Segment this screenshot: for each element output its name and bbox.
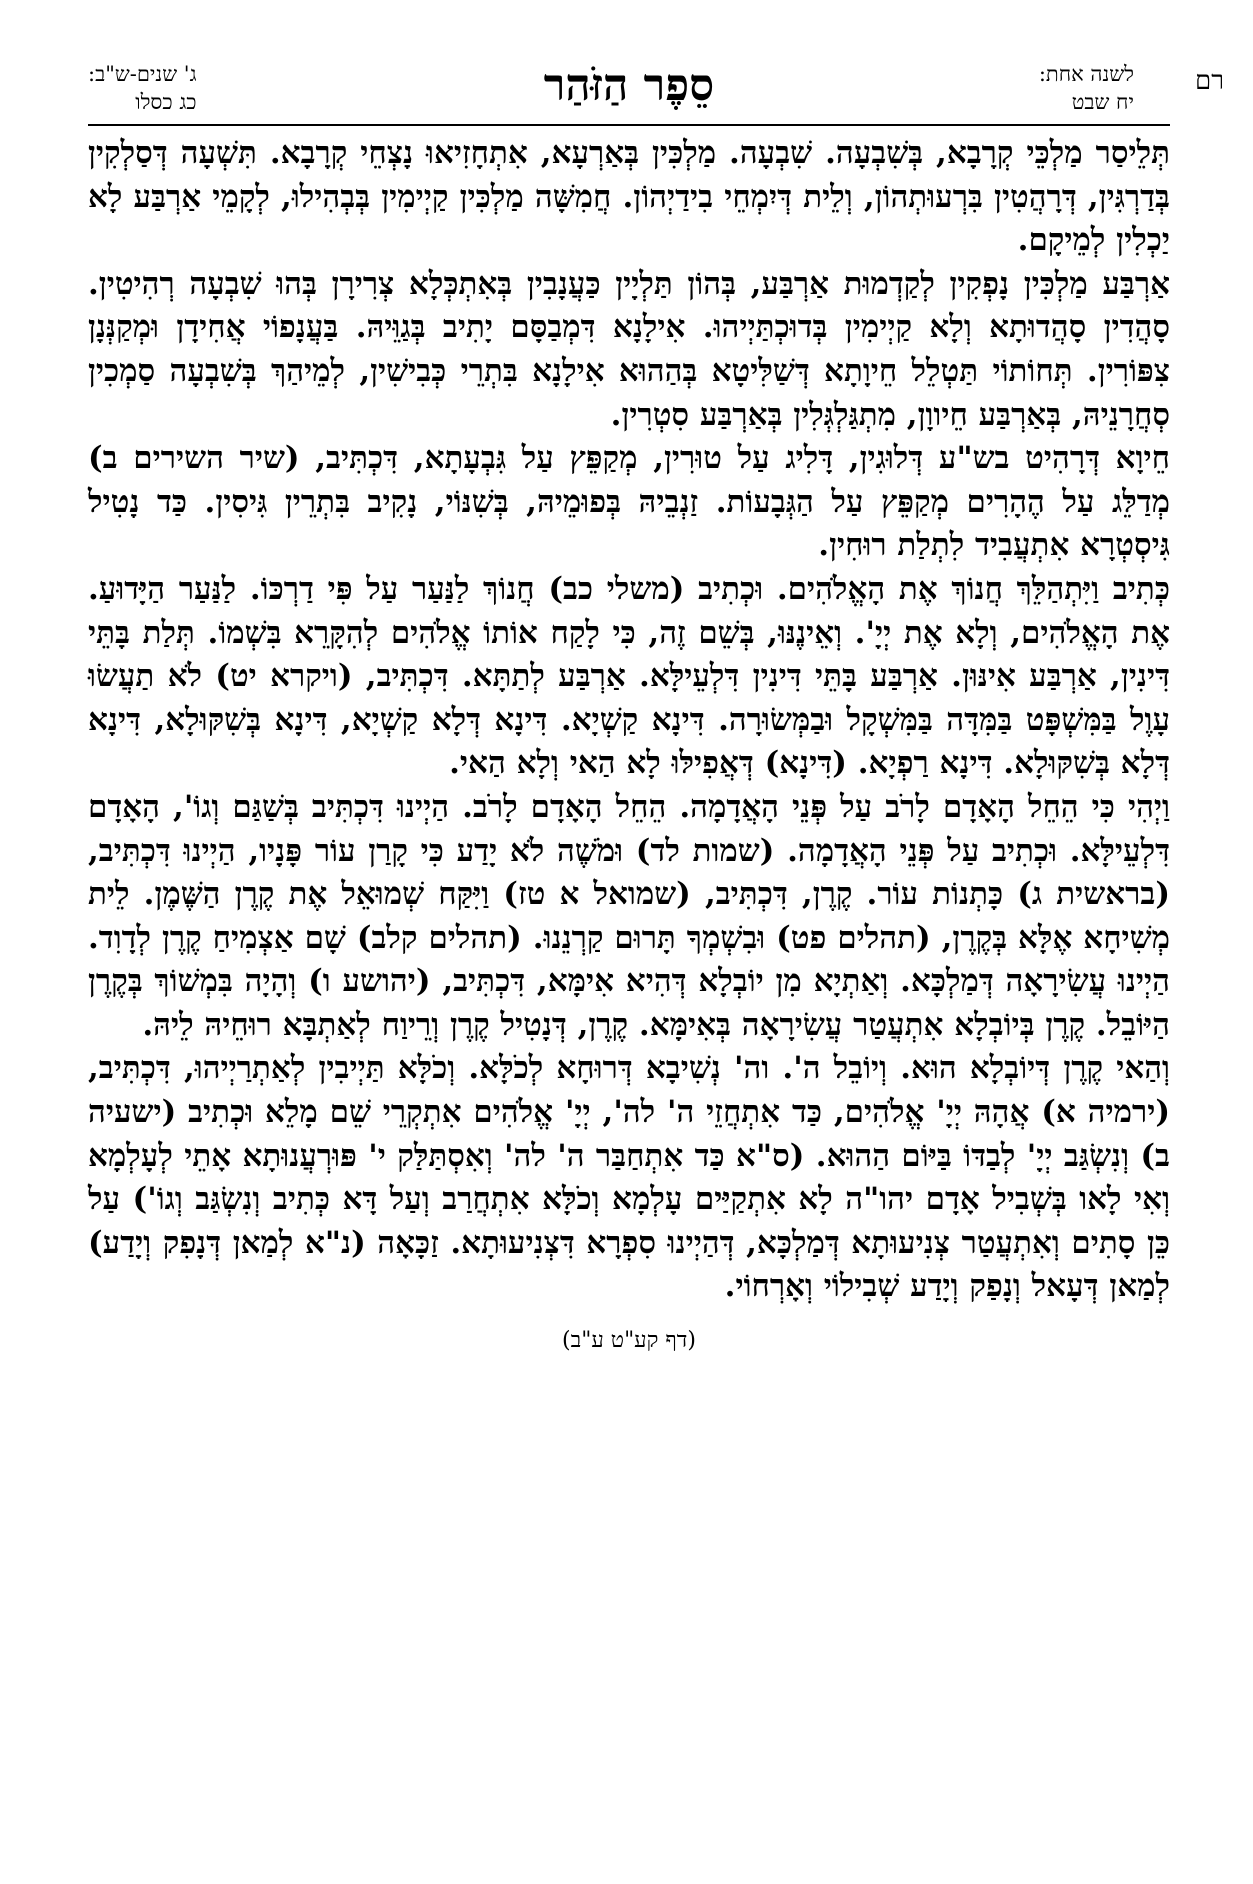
paragraph-4: כְּתִיב וַיִּתְהַלֵּךְ חֲנוֹךְ אֶת הָאֱלֹהִים. וּכְתִיב (משלי כב) חֲנוֹךְ לַנַּעַר עַל פִּי דַרְכּוֹ. לַנַּעַר הַיָּדוּעַ. אֶת הָאֱלֹהִים, וְלָא אֶת יְיָ'. וְאֵינֶנּוּ, בְּשֵׁם זֶה, כִּי לָקַח אוֹתוֹ אֱלֹהִים לְהִקָּרֵא בִּשְׁמוֹ. תְּלַת בָּתֵּי דִּינִין, אַרְבַּע אִינּוּן. אַרְבַּע בָּתֵּי דִּינִין דִּלְעֵילָּא. אַרְבַּע לְתַתָּא. דִּכְתִּיב, (ויקרא יט) לֹא תַעֲשׂוּ עָוֶל בַּמִּשְׁפָּט בַּמִּדָּה בַּמִּשְׁקָל וּבַמְּשׂוּרָה. דִּינָא קַשְׁיָא. דִּינָא דְּלָא קַשְׁיָא, דִּינָא בְּשִׁקּוּלָא, דִּינָא דְּלָא בְּשִׁקּוּלָא. דִּינָא רַפְיָא. (דִּינָא) דְּאֲפִילּוּ לָא הַאי וְלָא הַאי. <box>88 570 1170 782</box>
study-schedule-three-years <box>88 60 197 116</box>
schedule-date-one-year: יח שבט <box>1071 90 1134 114</box>
book-title: סֵפֶר הַזֹּהַר <box>543 60 715 111</box>
schedule-label-one-year: לשנה אחת: <box>1038 62 1134 86</box>
paragraph-3: חֵיוָא דְּרָהִיט בש"ע דְּלוּגִין, דָּלִיג עַל טוּרִין, מְקַפֵּץ עַל גִּבְעָתָא, דִּכְתִּיב, (שיר השירים ב) מְדַלֵּג עַל הֶהָרִים מְקַפֵּץ עַל הַגְּבָעוֹת. זַנְבֵיהּ בְּפוּמֵיהּ, בְּשִׁנּוֹי, נָקִיב בִּתְרֵין גִּיסִין. כַּד נָטִיל גִּיסְטְרָא אִתְעֲבִיד לִתְלַת רוּחִין. <box>88 440 1170 564</box>
paragraph-1: תְּלֵיסַר מַלְכֵּי קְרָבָא, בְּשִׁבְעָה. שִׁבְעָה. מַלְכִּין בְּאַרְעָא, אִתְחָזִיאוּ נָצְחֵי קְרָבָא. תִּשְׁעָה דְּסַלְקִין בְּדַרְגִּין, דְּרָהֲטִין בִּרְעוּתְהוֹן, וְלֵית דְּיִמְחֵי בִידַיְהוֹן. חֲמִשָּׁה מַלְכִּין קַיְימִין בְּבְהִילוּ, לְקָמֵי אַרְבַּע לָא יַכְלִין לְמֵיקָם. <box>88 135 1170 259</box>
schedule-label-three-years: ג' שנים-ש"ב: <box>88 62 197 86</box>
page <box>88 58 1224 1858</box>
paragraph-2: אַרְבַּע מַלְכִּין נָפְקִין לְקַדְמוּת אַרְבַּע, בְּהוֹן תַּלְיָין כַּעֲנָבִין בְּאִתְכְּלָא צְרִירָן בְּהוּ שִׁבְעָה רְהִיטִין. סָהֲדִין סָהֲדוּתָא וְלָא קַיְימִין בְּדוּכְתַּיְיהוּ. אִילָנָא דִּמְבַסָּם יָתִיב בְּגַוֵּיהּ. בַּעֲנָפוֹי אֲחִידָן וּמְקַנְּנָן צִפּוֹרִין. תְּחוֹתוֹי תַּטְלֵל חֵיוָתָא דְּשַׁלִּיטָא בְּהַהוּא אִילָנָא בִּתְרֵי כְּבִישִׁין, לְמֵיהַךְ בְּשִׁבְעָה סַמְכִין סְחֲרָנֵיהּ, בְּאַרְבַּע חֵיווָן, מִתְגַּלְגְּלִין בְּאַרְבַּע סִטְרִין. <box>88 265 1170 433</box>
page-reference-footer: (דף קע"ט ע"ב) <box>562 1328 696 1354</box>
schedule-date-three-years: כג כסלו <box>135 90 197 114</box>
paragraph-5: וַיְהִי כִּי הֵחֵל הָאָדָם לָרֹב עַל פְּנֵי הָאֲדָמָה. הֵחֵל הָאָדָם לָרֹב. הַיְינוּ דִּכְתִּיב בְּשַׁגַּם וְגוֹ', הָאָדָם דִּלְעֵילָּא. וּכְתִיב עַל פְּנֵי הָאֲדָמָה. (שמות לד) וּמֹשֶׁה לֹא יָדַע כִּי קָרַן עוֹר פָּנָיו, הַיְינוּ דִּכְתִּיב, (בראשית ג) כָּתְנוֹת עוֹר. קֶרֶן, דִּכְתִּיב, (שמואל א טז) וַיִּקַּח שְׁמוּאֵל אֶת קֶרֶן הַשֶּׁמֶן. לֵית מְשִׁיחָא אֶלָּא בְּקֶרֶן, (תהלים פט) וּבִשְׁמְךָ תָּרוּם קַרְנֵנוּ. (תהלים קלב) שָׁם אַצְמִיחַ קֶרֶן לְדָוִד. הַיְינוּ עֲשִׂירָאָה דְּמַלְכָּא. וְאַתְיָא מִן יוֹבְלָא דְּהִיא אִימָּא, דִּכְתִּיב, (יהושע ו) וְהָיָה בִּמְשׁוֹךְ בְּקֶרֶן הַיּוֹבֵל. קֶרֶן בְּיוֹבְלָא אִתְעֲטַר עֲשִׂירָאָה בְּאִימָּא. קֶרֶן, דְּנָטִיל קֶרֶן וְרֵיוַח לְאַתְבָּא רוּחֵיהּ לֵיהּ. <box>88 788 1170 1043</box>
text-body <box>88 132 1170 1309</box>
page-number: רם <box>1195 66 1224 96</box>
page-header <box>88 58 1224 132</box>
header-rule <box>88 124 1170 126</box>
paragraph-6: וְהַאי קֶרֶן דְּיוֹבְלָא הוּא. וְיוֹבֵל ה'. וה' נְשִׁיבָא דְּרוּחָא לְכֹלָּא. וְכֹלָּא תַּיְיבִין לְאַתְרַיְיהוּ, דִּכְתִּיב, (ירמיה א) אֲהָהּ יְיָ' אֱלֹהִים, כַּד אִתְחֲזֵי ה' לה', יְיָ' אֱלֹהִים אִתְקְרֵי שֵׁם מָלֵא וּכְתִיב (ישעיה ב) וְנִשְׂגַּב יְיָ' לְבַדּוֹ בַּיּוֹם הַהוּא. (ס"א כַּד אִתְחַבַּר ה' לה' וְאִסְתַּלַּק י' פּוּרְעֲנוּתָא אָתֵי לְעָלְמָא וְאִי לָאו בְּשְׁבִיל אָדָם יהו"ה לָא אִתְקַיַּים עָלְמָא וְכֹלָּא אִתְחֲרַב וְעַל דָּא כְּתִיב וְנִשְׂגַּב וְגוֹ') עַל כֵּן סָתִים וְאִתְעֲטַר צְנִיעוּתָא דְּמַלְכָּא, דְּהַיְינוּ סִפְרָא דִּצְנִיעוּתָא. זַכָּאָה (נ"א לְמַאן דְּנָפִק וְיָדַע) לְמַאן דְּעָאל וְנָפַק וְיָדַע שְׁבִילוֹי וְאָרְחוֹי. <box>88 1050 1170 1305</box>
